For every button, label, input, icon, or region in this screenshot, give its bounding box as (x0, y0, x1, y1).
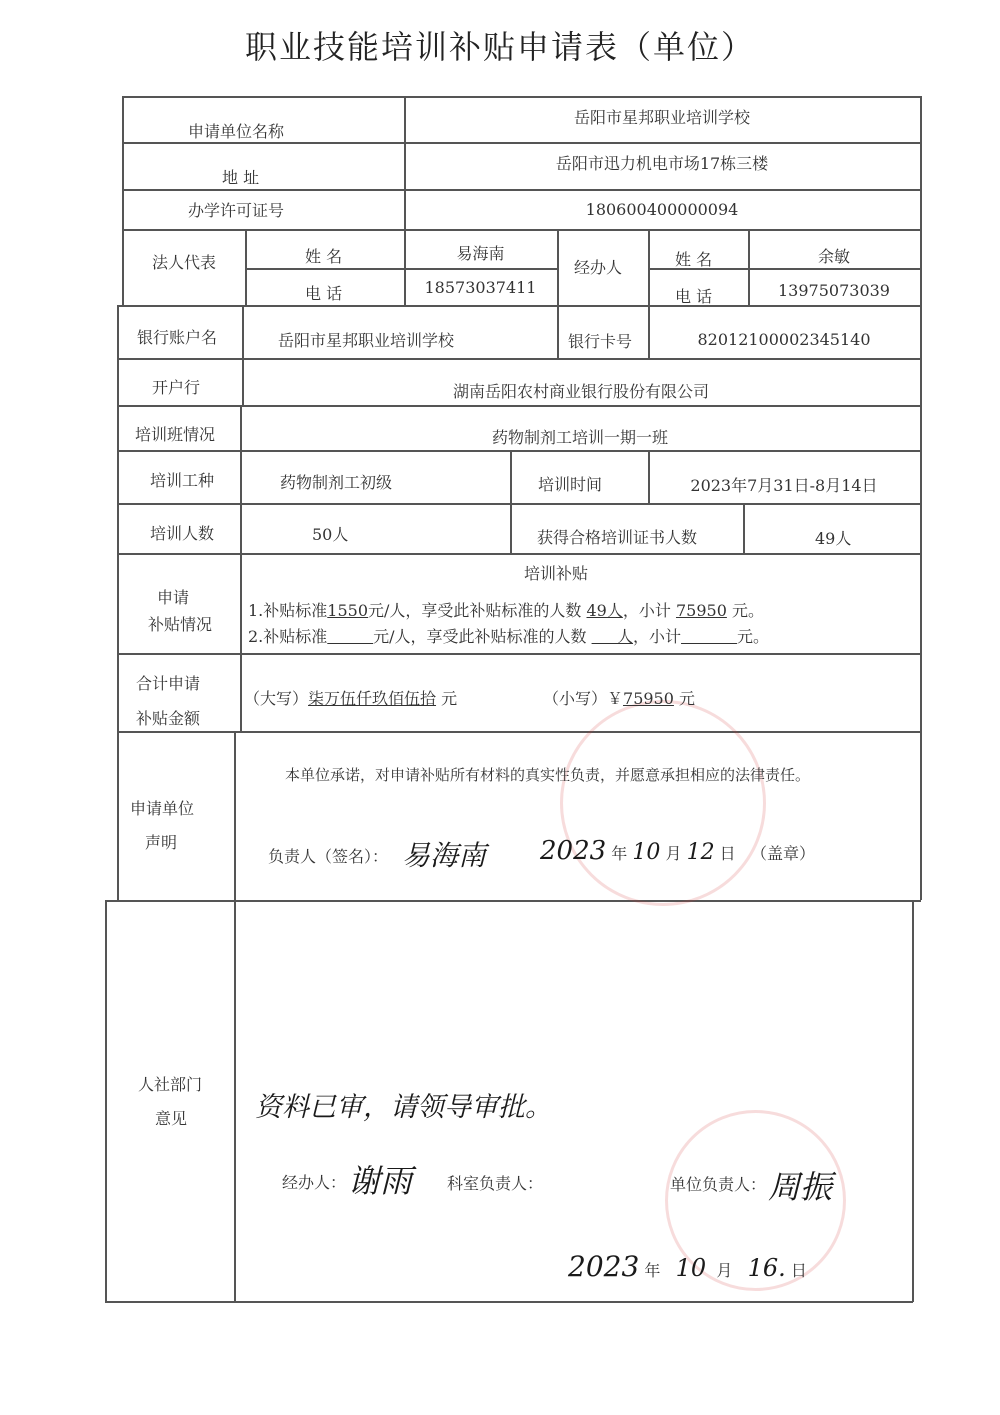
declaration-date (540, 836, 815, 866)
row-line (117, 305, 921, 307)
label-handler-phone: 电 话 (675, 287, 713, 306)
col-line (234, 731, 236, 1301)
label-legal-phone: 电 话 (305, 284, 343, 303)
label-trainee-count: 培训人数 (150, 524, 215, 543)
line1-prefix: 1.补贴标准 (248, 601, 328, 620)
label-handler-name: 姓 名 (675, 250, 713, 269)
label-bank-account-name: 银行账户名 (137, 328, 218, 347)
label-unit-name: 申请单位名称 (188, 122, 285, 141)
declaration-signer-label: 负责人（签名）： (268, 847, 389, 866)
official-seal (560, 700, 766, 906)
hr-year: 2023 (568, 1250, 640, 1283)
label-handler: 经办人 (574, 258, 623, 277)
label-license: 办学许可证号 (188, 201, 285, 220)
total-lower-label: （小写）￥ (543, 689, 624, 708)
label-legal-name: 姓 名 (305, 247, 343, 266)
hr-unit-label: 单位负责人： (670, 1175, 767, 1194)
total-lower (543, 686, 695, 709)
decl-month-unit: 月 (665, 844, 682, 863)
value-certified-count: 49人 (815, 529, 852, 548)
value-handler-name: 余敏 (817, 247, 850, 266)
line2-blank-subtotal (681, 627, 737, 646)
col-line (240, 405, 242, 731)
line2-blank-standard (327, 627, 373, 646)
decl-seal-label: （盖章） (750, 844, 815, 863)
line1-mid2: ，小计 (622, 601, 671, 620)
line1-people: 49人 (586, 601, 623, 620)
hr-handler-label: 经办人： (282, 1173, 347, 1192)
subsidy-heading: 培训补贴 (524, 564, 589, 583)
value-handler-phone: 13975073039 (778, 281, 890, 300)
total-upper (244, 686, 457, 709)
total-upper-label: （大写） (244, 689, 309, 708)
decl-day-unit: 日 (719, 844, 736, 863)
line2-people-unit: 人 (617, 627, 634, 646)
label-total: 合计申请 (136, 674, 201, 693)
border-left (122, 96, 124, 305)
border-right (912, 900, 914, 1302)
row-line (117, 553, 921, 555)
row-line (122, 142, 921, 144)
line2-suffix: 元。 (736, 627, 769, 646)
value-bank-account-name: 岳阳市星邦职业培训学校 (278, 331, 455, 350)
label-hr-2: 意见 (155, 1109, 188, 1128)
decl-year: 2023 (540, 836, 607, 866)
value-trainee-count: 50人 (312, 525, 349, 544)
decl-month: 10 (632, 840, 661, 865)
declaration-signature: 易海南 (402, 839, 487, 872)
label-train-time: 培训时间 (538, 475, 603, 494)
col-line (743, 503, 745, 553)
row-line (245, 268, 558, 270)
line2-prefix: 2.补贴标准 (248, 627, 328, 646)
label-declaration-2: 声明 (145, 833, 178, 852)
value-class-info: 药物制剂工培训一期一班 (491, 428, 668, 447)
row-line (117, 503, 921, 505)
hr-day-unit: 日 (790, 1261, 807, 1280)
label-hr: 人社部门 (138, 1075, 203, 1094)
total-lower-unit: 元 (679, 689, 696, 708)
row-line (117, 653, 921, 655)
label-subsidy-apply-2: 补贴情况 (148, 615, 213, 634)
label-subsidy-apply: 申请 (157, 588, 190, 607)
total-upper-unit: 元 (441, 689, 458, 708)
line2-mid1: 元/人，享受此补贴标准的人数 (373, 627, 587, 646)
value-trade: 药物制剂工初级 (280, 473, 393, 492)
row-line (117, 450, 921, 452)
hr-year-unit: 年 (644, 1261, 661, 1280)
col-line (557, 229, 559, 358)
hr-date (568, 1250, 807, 1283)
hr-month-unit: 月 (716, 1261, 733, 1280)
label-trade: 培训工种 (150, 471, 215, 490)
value-legal-name: 易海南 (456, 244, 505, 263)
label-declaration: 申请单位 (130, 799, 195, 818)
label-class-info: 培训班情况 (135, 425, 216, 444)
col-line (245, 229, 247, 305)
hr-dept-label: 科室负责人： (447, 1174, 544, 1193)
row-line (117, 405, 921, 407)
value-train-time: 2023年7月31日-8月14日 (690, 476, 878, 495)
border-bottom (105, 1301, 913, 1303)
value-bank-card: 82012100002345140 (697, 330, 871, 349)
border-top (122, 96, 921, 98)
hr-month: 10 (675, 1254, 707, 1282)
value-license: 180600400000094 (585, 200, 739, 219)
hr-opinion: 资料已审，请领导审批。 (255, 1092, 552, 1123)
hr-handler-sign: 谢雨 (348, 1162, 413, 1200)
declaration-text: 本单位承诺，对申请补贴所有材料的真实性负责，并愿意承担相应的法律责任。 (285, 766, 811, 784)
value-legal-phone: 18573037411 (424, 278, 537, 297)
border-left (105, 900, 107, 1301)
label-bank-card: 银行卡号 (568, 332, 633, 351)
row-line (122, 189, 921, 191)
subsidy-line-1 (248, 598, 764, 621)
label-address: 地 址 (222, 168, 260, 187)
row-line (122, 229, 921, 231)
hr-day: 16. (747, 1254, 786, 1282)
value-address: 岳阳市迅力机电市场17栋三楼 (555, 154, 769, 173)
label-bank-branch: 开户行 (152, 378, 201, 397)
total-upper-value: 柒万伍仟玖佰伍拾 (308, 689, 437, 708)
total-lower-value: 75950 (623, 689, 674, 708)
border-left (117, 305, 119, 900)
label-total-2: 补贴金额 (136, 709, 201, 728)
line1-standard: 1550 (327, 601, 368, 620)
label-certified-count: 获得合格培训证书人数 (537, 528, 698, 547)
decl-year-unit: 年 (611, 844, 628, 863)
col-line (510, 450, 512, 553)
form-title: 职业技能培训补贴申请表（单位） (244, 28, 755, 66)
value-unit-name: 岳阳市星邦职业培训学校 (573, 108, 750, 127)
row-line (117, 731, 921, 733)
value-bank-branch: 湖南岳阳农村商业银行股份有限公司 (452, 382, 709, 401)
line1-suffix: 元。 (731, 601, 764, 620)
line1-mid1: 元/人，享受此补贴标准的人数 (368, 601, 582, 620)
row-line (117, 358, 921, 360)
line2-people-blank (592, 627, 633, 646)
hr-unit-sign: 周振 (768, 1168, 833, 1206)
decl-day: 12 (686, 840, 715, 865)
row-line (105, 900, 921, 902)
subsidy-line-2 (248, 624, 769, 647)
line2-mid2: ，小计 (633, 627, 682, 646)
border-right (920, 96, 922, 900)
line1-subtotal: 75950 (675, 601, 727, 620)
label-legal-rep: 法人代表 (152, 253, 217, 272)
